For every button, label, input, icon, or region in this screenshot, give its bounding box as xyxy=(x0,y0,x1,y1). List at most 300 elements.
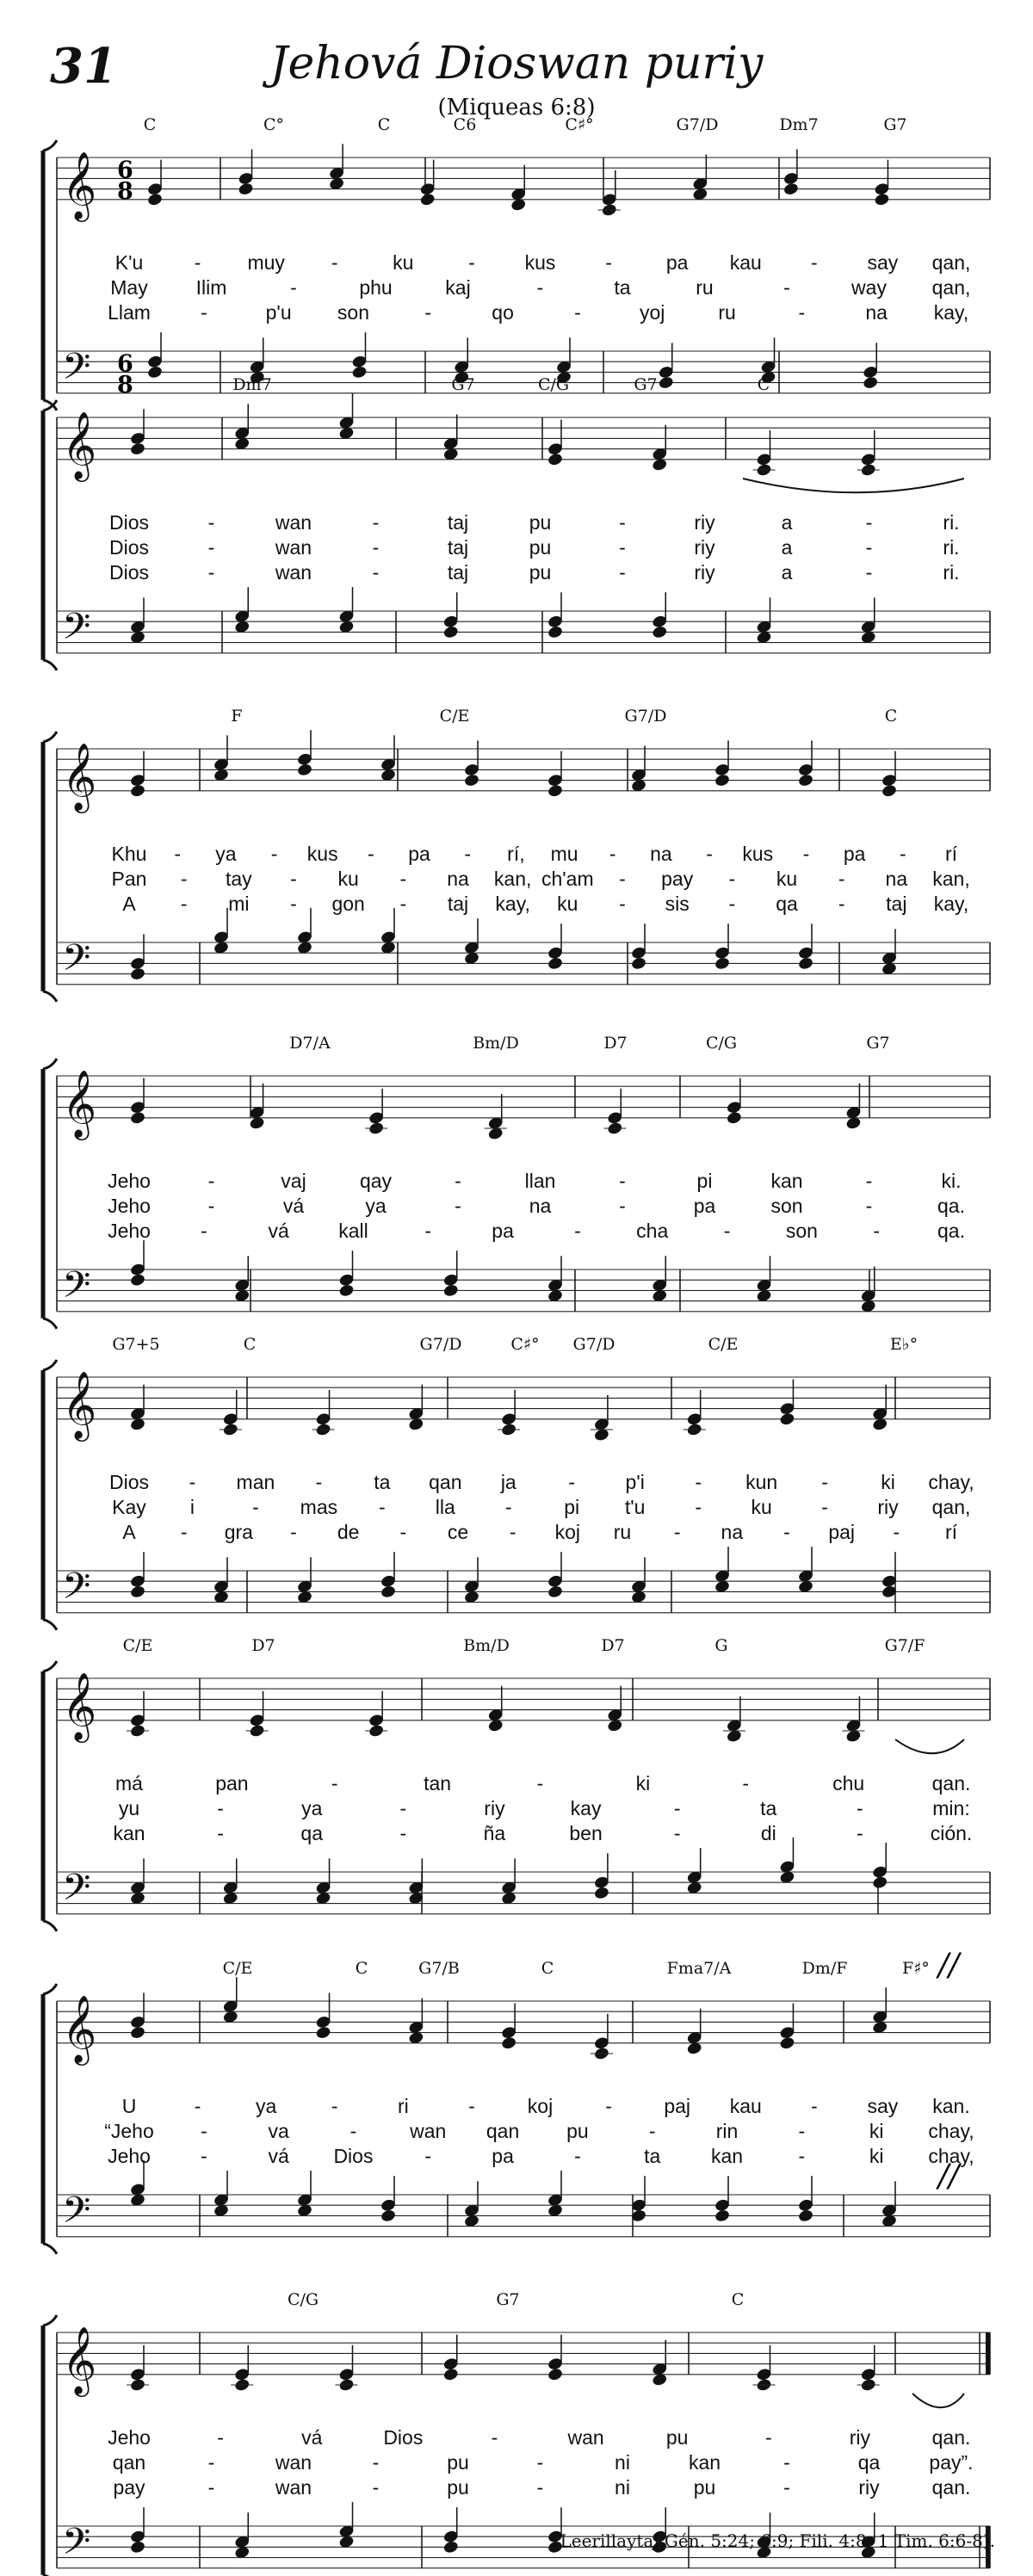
lyric-syllable: na xyxy=(529,1195,552,1217)
chord-symbol: D7 xyxy=(603,1034,628,1053)
chord-symbol: Bm/D xyxy=(463,1636,510,1655)
lyric-hyphen: - xyxy=(536,2476,544,2499)
lyric-syllable: kan xyxy=(770,1170,803,1192)
lyric-syllable: Dios xyxy=(108,536,150,559)
chord-symbol: G xyxy=(714,1636,728,1655)
lyric-syllable: Jeho xyxy=(108,1195,151,1217)
note-head xyxy=(714,956,730,971)
chord-symbol: F♯° xyxy=(902,1959,930,1978)
lyric-hyphen: - xyxy=(536,276,544,299)
lyric-hyphen: - xyxy=(200,2145,207,2167)
lyric-hyphen: - xyxy=(509,1521,516,1543)
lyric-syllable: qan xyxy=(429,1471,462,1493)
lyric-syllable: kun xyxy=(745,1471,778,1493)
lyric-syllable: Ilim xyxy=(195,276,227,299)
chord-symbol: C xyxy=(355,1959,368,1978)
lyric-syllable: qan. xyxy=(931,2476,971,2499)
lyric-hyphen: - xyxy=(207,2476,215,2499)
chord-symbol: C/G xyxy=(537,375,570,394)
lyric-syllable: qan. xyxy=(931,2426,971,2449)
lyric-syllable: May xyxy=(110,276,148,299)
lyric-hyphen: - xyxy=(189,1471,196,1493)
lyric-syllable: Jeho xyxy=(108,1220,151,1242)
lyric-syllable: a xyxy=(781,561,793,584)
chord-symbol: C/G xyxy=(705,1034,738,1053)
bracket-bottom-hook xyxy=(43,660,57,670)
lyric-hyphen: - xyxy=(783,276,790,299)
lyric-syllable: i xyxy=(189,1496,195,1518)
lyric-syllable: di xyxy=(760,1822,776,1844)
chord-symbol: G7/D xyxy=(419,1335,462,1354)
tie-arc xyxy=(743,479,964,492)
lyric-syllable: ku xyxy=(557,893,578,915)
chord-symbol: D7 xyxy=(251,1636,275,1655)
lyric-syllable: pay xyxy=(113,2476,145,2499)
lyric-syllable: pu xyxy=(665,2426,689,2449)
note-head xyxy=(652,625,668,639)
lyric-syllable: tan xyxy=(424,1772,452,1795)
lyric-syllable: riy xyxy=(849,2426,871,2449)
treble-clef-icon: 𝄞 xyxy=(62,1994,97,2063)
chord-symbol: C xyxy=(143,115,157,134)
lyric-syllable: U xyxy=(121,2095,137,2117)
lyric-hyphen: - xyxy=(200,2120,207,2142)
lyric-syllable: K'u xyxy=(114,251,144,274)
note-head xyxy=(442,2540,459,2554)
lyric-syllable: ch'am xyxy=(541,868,594,890)
lyric-hyphen: - xyxy=(331,251,338,274)
lyric-syllable: pi xyxy=(696,1170,713,1192)
lyric-syllable: qo xyxy=(492,301,514,324)
lyric-syllable: wan xyxy=(410,2120,447,2142)
final-barline xyxy=(986,2332,990,2375)
lyric-syllable: paj xyxy=(828,1521,856,1543)
lyric-syllable: kan xyxy=(113,1822,145,1844)
lyric-hyphen: - xyxy=(217,2426,224,2449)
lyric-syllable: qa xyxy=(857,2451,881,2474)
note-head xyxy=(714,773,730,788)
lyric-hyphen: - xyxy=(491,2426,498,2449)
lyric-syllable: Jeho xyxy=(108,2426,151,2449)
lyric-hyphen: - xyxy=(810,2095,818,2117)
lyric-hyphen: - xyxy=(349,2120,357,2142)
bass-clef-icon: 𝄢 xyxy=(62,936,91,989)
lyric-syllable: rin xyxy=(715,2120,739,2142)
lyric-syllable: sis xyxy=(665,893,690,915)
lyric-hyphen: - xyxy=(174,843,182,865)
lyric-syllable: ru xyxy=(613,1521,632,1543)
note-head xyxy=(146,192,163,207)
lyric-hyphen: - xyxy=(217,1822,224,1844)
bracket-top-hook xyxy=(43,1360,57,1370)
bass-clef-icon: 𝄢 xyxy=(62,605,91,658)
lyric-syllable: qa xyxy=(300,1822,324,1844)
lyric-syllable: lla xyxy=(435,1496,455,1518)
bracket-bottom-hook xyxy=(43,2244,57,2254)
note-head xyxy=(797,956,813,971)
lyric-hyphen: - xyxy=(619,1170,626,1192)
lyric-hyphen: - xyxy=(865,561,873,584)
lyric-syllable: qa. xyxy=(937,1195,965,1217)
system-5 xyxy=(43,1335,990,1630)
chord-symbol: F xyxy=(231,707,243,726)
lyric-hyphen: - xyxy=(252,1496,259,1518)
lyric-hyphen: - xyxy=(619,561,626,584)
lyric-syllable: ben xyxy=(569,1822,603,1844)
lyric-syllable: pu xyxy=(447,2451,469,2474)
lyric-hyphen: - xyxy=(290,276,297,299)
note-head xyxy=(442,1283,459,1298)
lyric-syllable: pu xyxy=(693,2476,716,2499)
bracket-top-hook xyxy=(43,1059,57,1069)
lyric-syllable: pan xyxy=(215,1772,249,1795)
note-head xyxy=(658,375,674,390)
lyric-hyphen: - xyxy=(468,251,475,274)
lyric-syllable: qa xyxy=(776,893,798,915)
lyric-syllable: kan xyxy=(710,2145,744,2167)
chord-symbol: D7/A xyxy=(289,1034,331,1053)
lyric-syllable: qan xyxy=(486,2120,520,2142)
lyric-hyphen: - xyxy=(764,2426,772,2449)
lyric-syllable: vá xyxy=(301,2426,323,2449)
lyric-hyphen: - xyxy=(619,868,626,890)
hymn-number: 31 xyxy=(50,38,117,95)
lyric-syllable: kan. xyxy=(932,2095,970,2117)
note-head xyxy=(547,625,563,639)
lyric-hyphen: - xyxy=(194,2095,201,2117)
chord-symbol: C xyxy=(243,1335,257,1354)
lyric-syllable: wan xyxy=(275,536,312,559)
note-head xyxy=(547,2367,563,2381)
note-head xyxy=(442,625,459,639)
lyric-syllable: pa xyxy=(665,251,689,274)
lyric-syllable: a xyxy=(781,511,793,534)
lyric-syllable: mu xyxy=(550,843,578,865)
lyric-hyphen: - xyxy=(695,1496,702,1518)
treble-clef-icon: 𝄞 xyxy=(62,1370,97,1439)
lyric-syllable: “Jeho xyxy=(104,2120,154,2142)
system-7 xyxy=(43,1948,990,2254)
lyric-hyphen: - xyxy=(372,2476,380,2499)
lyric-syllable: chay, xyxy=(928,2145,974,2167)
treble-clef-icon: 𝄞 xyxy=(62,2326,97,2394)
lyric-syllable: p'u xyxy=(265,301,292,324)
bracket-bottom-hook xyxy=(43,1921,57,1931)
lyric-syllable: Dios xyxy=(108,561,150,584)
note-head xyxy=(463,773,479,788)
lyric-hyphen: - xyxy=(783,2451,790,2474)
lyric-syllable: ce xyxy=(447,1521,469,1543)
lyric-syllable: kus xyxy=(524,251,556,274)
note-head xyxy=(129,1585,145,1599)
lyric-syllable: A xyxy=(122,893,136,915)
note-head xyxy=(146,365,163,380)
lyric-syllable: ku xyxy=(776,868,798,890)
lyric-syllable: ción. xyxy=(930,1822,973,1844)
lyric-syllable: ki xyxy=(635,1772,651,1795)
lyric-syllable: qan xyxy=(112,2451,146,2474)
lyric-syllable: chay, xyxy=(928,2120,974,2142)
chord-symbol: G7/F xyxy=(884,1636,925,1655)
lyric-syllable: ki xyxy=(869,2120,884,2142)
lyric-hyphen: - xyxy=(605,251,612,274)
lyric-syllable: rí xyxy=(944,843,958,865)
note-head xyxy=(881,783,897,798)
treble-clef-icon: 𝄞 xyxy=(62,742,97,811)
chord-symbol: C♯° xyxy=(510,1335,540,1354)
lyric-syllable: wan xyxy=(275,561,312,584)
lyric-syllable: way xyxy=(851,276,887,299)
lyric-syllable: phu xyxy=(359,276,393,299)
lyric-syllable: pu xyxy=(529,536,552,559)
lyric-hyphen: - xyxy=(742,1772,750,1795)
lyric-syllable: ku xyxy=(393,251,414,274)
note-head xyxy=(779,2035,795,2050)
lyric-syllable: Dios xyxy=(383,2426,424,2449)
lyric-syllable: wan xyxy=(275,2451,312,2474)
lyric-syllable: A xyxy=(122,1521,136,1543)
lyric-syllable: ta xyxy=(374,1471,391,1493)
chord-symbol: C xyxy=(731,2290,745,2309)
lyric-syllable: t'u xyxy=(624,1496,646,1518)
time-signature-top: 6 xyxy=(117,350,133,378)
lyric-hyphen: - xyxy=(207,1195,215,1217)
bracket-top-hook xyxy=(43,140,57,151)
lyric-syllable: riy xyxy=(694,511,715,534)
lyric-syllable: ki xyxy=(869,2145,884,2167)
lyric-syllable: wan xyxy=(275,2476,312,2499)
note-head xyxy=(419,192,436,207)
lyric-syllable: mi xyxy=(228,893,250,915)
lyric-syllable: qan, xyxy=(931,251,971,274)
lyric-hyphen: - xyxy=(728,868,736,890)
lyric-syllable: kan, xyxy=(493,868,532,890)
system-4 xyxy=(43,1034,990,1329)
lyric-syllable: na xyxy=(650,843,672,865)
lyric-hyphen: - xyxy=(270,843,278,865)
lyric-syllable: ru xyxy=(696,276,714,299)
lyric-hyphen: - xyxy=(673,1822,681,1844)
lyric-syllable: ri. xyxy=(943,561,960,584)
lyric-syllable: vá xyxy=(268,1220,289,1242)
lyric-hyphen: - xyxy=(180,893,188,915)
treble-clef-icon: 𝄞 xyxy=(62,151,97,219)
lyric-hyphen: - xyxy=(372,511,380,534)
lyric-syllable: má xyxy=(115,1772,143,1795)
lyric-hyphen: - xyxy=(865,1195,873,1217)
note-head xyxy=(129,1110,145,1125)
chord-symbol: G7/B xyxy=(418,1959,460,1978)
lyric-syllable: wan xyxy=(275,511,312,534)
lyric-syllable: kan, xyxy=(932,868,970,890)
lyric-hyphen: - xyxy=(728,893,736,915)
note-head xyxy=(726,1110,742,1125)
lyric-syllable: pay”. xyxy=(929,2451,974,2474)
lyric-syllable: pa xyxy=(492,1220,514,1242)
system-3 xyxy=(43,707,990,1002)
lyric-hyphen: - xyxy=(368,843,374,865)
chord-symbol: G7 xyxy=(866,1034,890,1053)
lyric-hyphen: - xyxy=(648,2120,656,2142)
lyric-hyphen: - xyxy=(783,2476,790,2499)
lyric-hyphen: - xyxy=(331,2095,338,2117)
lyric-hyphen: - xyxy=(838,868,845,890)
lyric-hyphen: - xyxy=(619,511,626,534)
lyric-syllable: ya xyxy=(215,843,237,865)
lyric-syllable: koj xyxy=(527,2095,554,2117)
caesura-mark-icon: // xyxy=(938,1948,960,1983)
chord-symbol: C xyxy=(541,1959,554,1978)
lyric-syllable: ki xyxy=(881,1471,895,1493)
lyric-hyphen: - xyxy=(798,2120,806,2142)
lyric-hyphen: - xyxy=(802,843,810,865)
lyric-syllable: riy xyxy=(694,561,715,584)
lyric-hyphen: - xyxy=(838,893,845,915)
lyric-syllable: vá xyxy=(268,2145,289,2167)
lyric-hyphen: - xyxy=(455,1195,461,1217)
lyric-hyphen: - xyxy=(536,1772,544,1795)
chord-symbol: G7/D xyxy=(572,1335,615,1354)
lyric-syllable: Pan xyxy=(111,868,147,890)
chord-symbol: G7 xyxy=(496,2290,520,2309)
lyric-hyphen: - xyxy=(810,251,818,274)
tie-arc xyxy=(895,1739,964,1753)
system-6 xyxy=(43,1636,990,1931)
lyric-syllable: riy xyxy=(858,2476,880,2499)
lyric-syllable: pa xyxy=(693,1195,716,1217)
hymn-title: Jehová Dioswan puriy xyxy=(269,38,764,90)
lyric-hyphen: - xyxy=(207,1170,215,1192)
lyric-hyphen: - xyxy=(899,843,906,865)
lyric-syllable: pi xyxy=(564,1496,580,1518)
lyric-syllable: ru xyxy=(718,301,736,324)
lyric-syllable: yoj xyxy=(640,301,665,324)
note-head xyxy=(238,182,254,196)
bass-clef-icon: 𝄢 xyxy=(62,345,91,398)
lyric-syllable: chay, xyxy=(928,1471,974,1493)
bass-clef-icon: 𝄢 xyxy=(62,2189,91,2241)
lyric-hyphen: - xyxy=(468,2095,475,2117)
lyric-syllable: min: xyxy=(932,1797,970,1819)
lyric-syllable: yu xyxy=(118,1797,140,1819)
lyric-hyphen: - xyxy=(504,1496,512,1518)
bracket-bottom-hook xyxy=(43,1319,57,1329)
scripture-reference: (Miqueas 6:8) xyxy=(437,95,596,120)
lyric-syllable: cha xyxy=(636,1220,669,1242)
note-head xyxy=(442,2367,459,2381)
lyric-syllable: pa xyxy=(492,2145,514,2167)
lyric-syllable: llan xyxy=(524,1170,556,1192)
chord-symbol: C xyxy=(884,707,898,726)
lyric-syllable: kay, xyxy=(933,893,969,915)
chord-symbol: Dm/F xyxy=(801,1959,848,1978)
lyric-syllable: ku xyxy=(337,868,359,890)
lyric-syllable: kay, xyxy=(495,893,530,915)
chord-symbol: G7 xyxy=(451,375,475,394)
lyric-syllable: gra xyxy=(224,1521,253,1543)
lyric-syllable: pu xyxy=(566,2120,589,2142)
note-head xyxy=(338,1283,355,1298)
note-head xyxy=(129,2540,145,2554)
chord-symbol: Dm7 xyxy=(779,115,819,134)
note-head xyxy=(501,2035,517,2050)
lyric-syllable: ta xyxy=(644,2145,661,2167)
note-head xyxy=(129,1273,145,1288)
chord-symbol: C/E xyxy=(439,707,470,726)
note-head xyxy=(779,1412,795,1426)
lyric-hyphen: - xyxy=(424,301,432,324)
lyric-syllable: say xyxy=(867,2095,899,2117)
note-head xyxy=(714,2208,730,2223)
chord-symbol: C/E xyxy=(222,1959,253,1978)
lyric-syllable: kus xyxy=(742,843,774,865)
lyric-hyphen: - xyxy=(399,1797,407,1819)
lyric-hyphen: - xyxy=(315,1471,323,1493)
lyric-syllable: Llam xyxy=(108,301,151,324)
lyric-syllable: son xyxy=(337,301,370,324)
lyric-syllable: kaj xyxy=(445,276,471,299)
note-head xyxy=(547,956,563,971)
lyric-hyphen: - xyxy=(399,868,407,890)
lyric-syllable: pu xyxy=(447,2476,469,2499)
lyric-syllable: kay xyxy=(570,1797,602,1819)
chord-symbol: Bm/D xyxy=(473,1034,519,1053)
lyric-hyphen: - xyxy=(180,868,188,890)
lyric-syllable: chu xyxy=(832,1772,865,1795)
lyric-hyphen: - xyxy=(865,511,873,534)
lyric-hyphen: - xyxy=(194,251,201,274)
note-head xyxy=(129,783,145,798)
lyric-syllable: riy xyxy=(484,1797,505,1819)
lyric-syllable: kus xyxy=(306,843,338,865)
lyric-hyphen: - xyxy=(857,1822,863,1844)
caesura-mark-icon: // xyxy=(938,2159,960,2194)
lyric-syllable: say xyxy=(867,251,899,274)
lyric-syllable: de xyxy=(337,1521,360,1543)
chord-symbol: C6 xyxy=(453,115,477,134)
chord-symbol: E♭° xyxy=(889,1335,919,1354)
bracket-top-hook xyxy=(43,2315,57,2326)
lyric-hyphen: - xyxy=(536,2451,544,2474)
lyric-syllable: ku xyxy=(751,1496,772,1518)
lyric-syllable: son xyxy=(770,1195,803,1217)
chord-symbol: G7 xyxy=(634,375,658,394)
lyric-syllable: kan xyxy=(688,2451,721,2474)
lyric-hyphen: - xyxy=(783,1521,790,1543)
lyric-hyphen: - xyxy=(290,1521,297,1543)
chord-symbol: C/E xyxy=(708,1335,739,1354)
lyric-hyphen: - xyxy=(574,2145,581,2167)
bass-clef-icon: 𝄢 xyxy=(62,1263,91,1316)
chord-symbol: D7 xyxy=(601,1636,625,1655)
lyric-syllable: taj xyxy=(447,511,469,534)
treble-clef-icon: 𝄞 xyxy=(62,1069,97,1138)
lyric-syllable: tay xyxy=(225,868,252,890)
lyric-hyphen: - xyxy=(821,1496,828,1518)
note-head xyxy=(129,442,145,456)
chord-symbol: C♯° xyxy=(565,115,594,134)
lyric-syllable: koj xyxy=(554,1521,581,1543)
lyric-syllable: Khu xyxy=(111,843,147,865)
lyric-syllable: ya xyxy=(256,2095,277,2117)
chord-symbol: Dm7 xyxy=(232,375,272,394)
lyric-syllable: riy xyxy=(694,536,715,559)
bracket-top-hook xyxy=(43,1661,57,1671)
lyric-hyphen: - xyxy=(331,1772,338,1795)
lyric-hyphen: - xyxy=(857,1797,863,1819)
note-head xyxy=(351,365,368,380)
lyric-syllable: rí, xyxy=(507,843,525,865)
